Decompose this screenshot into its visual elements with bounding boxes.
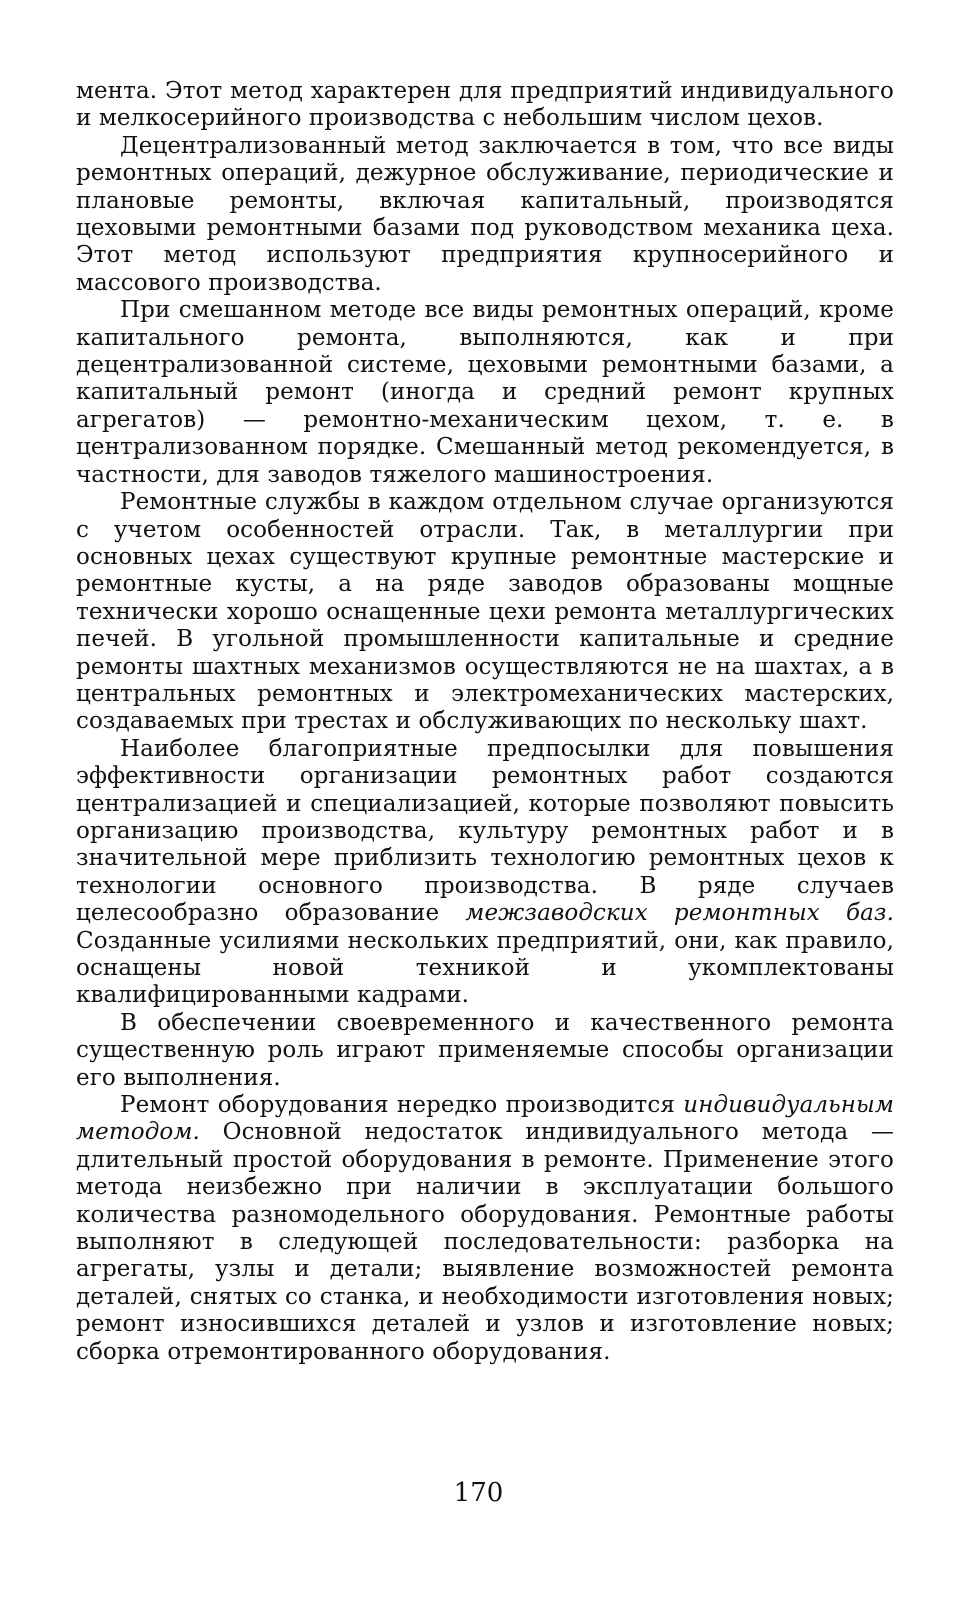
paragraph-3: [76, 297, 894, 489]
paragraph-2-text: Децентрализованный метод заключается в том, что все виды ремонтных операций, дежурное обслуживание, периодические и плановые ремонты, включая капитальный, производятся цеховыми ремонтными базами под руководством механика цеха. Этот метод используют предприятия крупносерийного и массового производства.: [76, 132, 894, 296]
paragraph-5-italic-term: межзаводских ремонтных баз.: [465, 900, 894, 927]
body-text: [76, 78, 894, 1366]
page-number: 170: [453, 1478, 504, 1508]
paragraph-1: [76, 78, 894, 133]
paragraph-4: [76, 489, 894, 736]
paragraph-7-italic-term: индивидуальным методом.: [76, 1092, 894, 1146]
paragraph-1-text: мента. Этот метод характерен для предприятий индивидуального и мелкосерийного производства с небольшим числом цехов.: [76, 78, 894, 132]
paragraph-5-text-b: Созданные усилиями нескольких предприятий, они, как правило, оснащены новой техникой и укомплектованы квалифицированными кадрами.: [76, 927, 894, 1009]
paragraph-5: [76, 736, 894, 1010]
paragraph-3-text: При смешанном методе все виды ремонтных операций, кроме капитального ремонта, выполняются, как и при децентрализованной системе, цеховыми ремонтными базами, а капитальный ремонт (иногда и средний ремонт крупных агрегатов) — ремонтно-механическим цехом, т. е. в централизованном порядке. Смешанный метод рекомендуется, в частности, для заводов тяжелого машиностроения.: [76, 297, 894, 488]
paragraph-4-text: Ремонтные службы в каждом отдельном случае организуются с учетом особенностей отрасли. Так, в металлургии при основных цехах существуют крупные ремонтные мастерские и ремонтные кусты, а на ряде заводов образованы мощные технически хорошо оснащенные цехи ремонта металлургических печей. В угольной промышленности капитальные и средние ремонты шахтных механизмов осуществляются не на шахтах, а в центральных ремонтных и электромеханических мастерских, создаваемых при трестах и обслуживающих по нескольку шахт.: [76, 489, 894, 735]
paragraph-7-text-b: Основной недостаток индивидуального метода — длительный простой оборудования в ремонте. Применение этого метода неизбежно при наличии в эксплуатации большого количества разномодельного оборудования. Ремонтные работы выполняют в следующей последовательности: разборка на агрегаты, узлы и детали; выявление возможностей ремонта деталей, снятых со станка, и необходимости изготовления новых; ремонт износившихся деталей и узлов и изготовление новых; сборка отремонтированного оборудования.: [76, 1119, 894, 1365]
paragraph-2: [76, 133, 894, 297]
paragraph-5-text-a: Наиболее благоприятные предпосылки для повышения эффективности организации ремонтных работ создаются централизацией и специализацией, которые позволяют повысить организацию производства, культуру ремонтных работ и в значительной мере приблизить технологию ремонтных цехов к технологии основного производства. В ряде случаев целесообразно образование: [76, 735, 894, 927]
paragraph-6: [76, 1010, 894, 1092]
paragraph-7: [76, 1092, 894, 1366]
paragraph-6-text: В обеспечении своевременного и качественного ремонта существенную роль играют применяемые способы организации его выполнения.: [76, 1009, 894, 1091]
paragraph-7-text-a: Ремонт оборудования нередко производится: [120, 1092, 684, 1119]
